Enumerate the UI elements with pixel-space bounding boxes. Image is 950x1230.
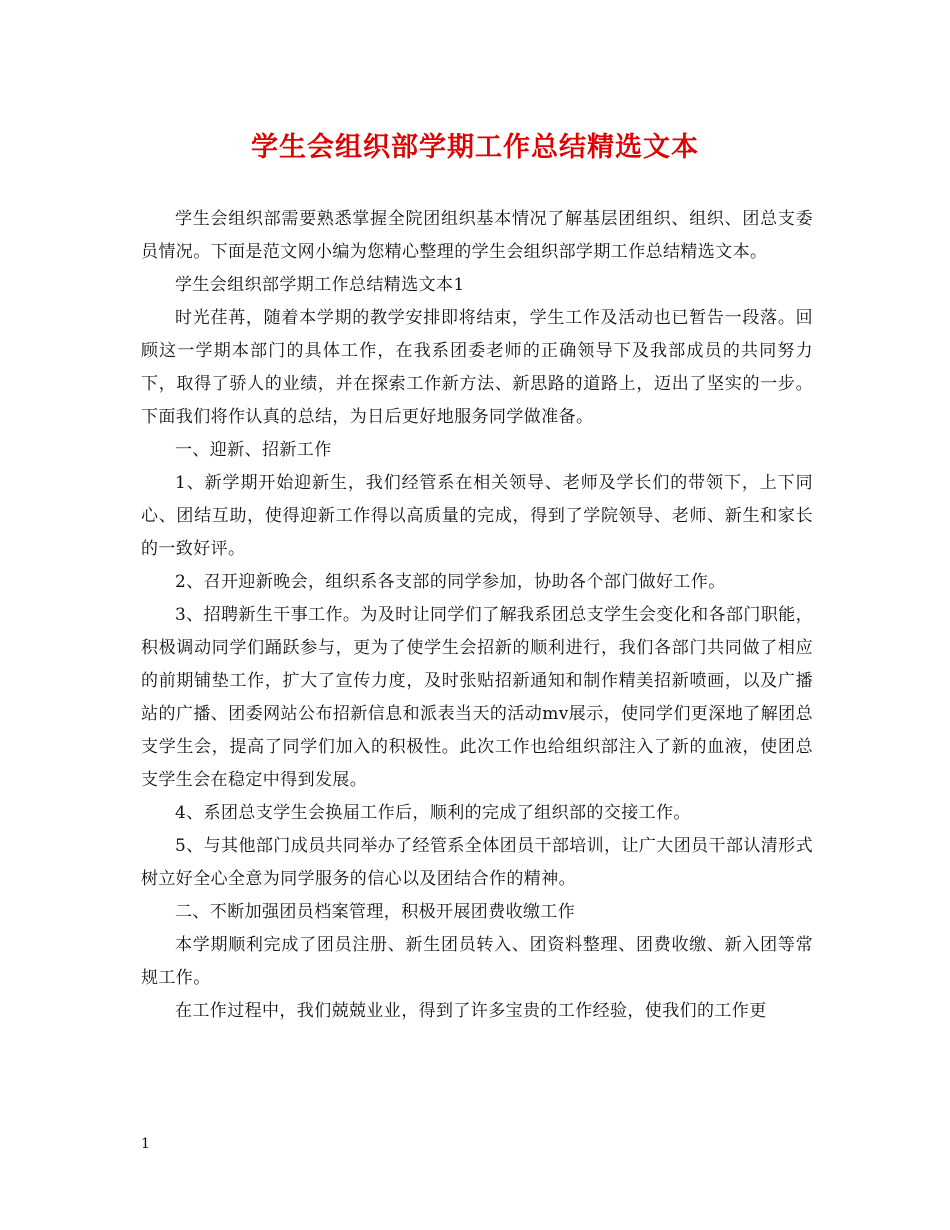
paragraph-experience: 在工作过程中，我们兢兢业业，得到了许多宝贵的工作经验，使我们的工作更 bbox=[175, 1001, 767, 1021]
paragraph-review: 时光荏苒，随着本学期的教学安排即将结束，学生工作及活动也已暂告一段落。回顾这一学期本部门的具体工作，在我系团委老师的正确领导下及我部成员的共同努力下，取得了骄人的业绩，并在探索工作新方法、新思路的道路上，迈出了坚实的一步。下面我们将作认真的总结，为日后更好地服务同学做准备。 bbox=[141, 308, 813, 427]
section-heading-2: 二、不断加强团员档案管理，积极开展团费收缴工作 bbox=[175, 902, 576, 922]
document-body bbox=[141, 203, 813, 1028]
document-title: 学生会组织部学期工作总结精选文本 bbox=[251, 132, 699, 163]
paragraph-subtitle: 学生会组织部学期工作总结精选文本1 bbox=[175, 275, 465, 295]
page-number: 1 bbox=[141, 1136, 150, 1152]
list-item-1: 1、新学期开始迎新生，我们经管系在相关领导、老师及学长们的带领下，上下同心、团结互助，使得迎新工作得以高质量的完成，得到了学院领导、老师、新生和家长的一致好评。 bbox=[141, 473, 813, 559]
paragraph-routine-work: 本学期顺利完成了团员注册、新生团员转入、团资料整理、团费收缴、新入团等常规工作。 bbox=[141, 935, 813, 988]
list-item-5: 5、与其他部门成员共同举办了经管系全体团员干部培训，让广大团员干部认清形式树立好全心全意为同学服务的信心以及团结合作的精神。 bbox=[141, 836, 813, 889]
list-item-3: 3、招聘新生干事工作。为及时让同学们了解我系团总支学生会变化和各部门职能，积极调动同学们踊跃参与，更为了使学生会招新的顺利进行，我们各部门共同做了相应的前期铺垫工作，扩大了宣传力度，及时张贴招新通知和制作精美招新喷画，以及广播站的广播、团委网站公布招新信息和派表当天的活动mv展示，使同学们更深地了解团总支学生会，提高了同学们加入的积极性。此次工作也给组织部注入了新的血液，使团总支学生会在稳定中得到发展。 bbox=[141, 605, 813, 790]
paragraph-intro: 学生会组织部需要熟悉掌握全院团组织基本情况了解基层团组织、组织、团总支委员情况。下面是范文网小编为您精心整理的学生会组织部学期工作总结精选文本。 bbox=[141, 209, 813, 262]
section-heading-1: 一、迎新、招新工作 bbox=[175, 440, 332, 460]
list-item-2: 2、召开迎新晚会，组织系各支部的同学参加，协助各个部门做好工作。 bbox=[175, 572, 726, 592]
list-item-4: 4、系团总支学生会换届工作后，顺利的完成了组织部的交接工作。 bbox=[175, 803, 691, 823]
